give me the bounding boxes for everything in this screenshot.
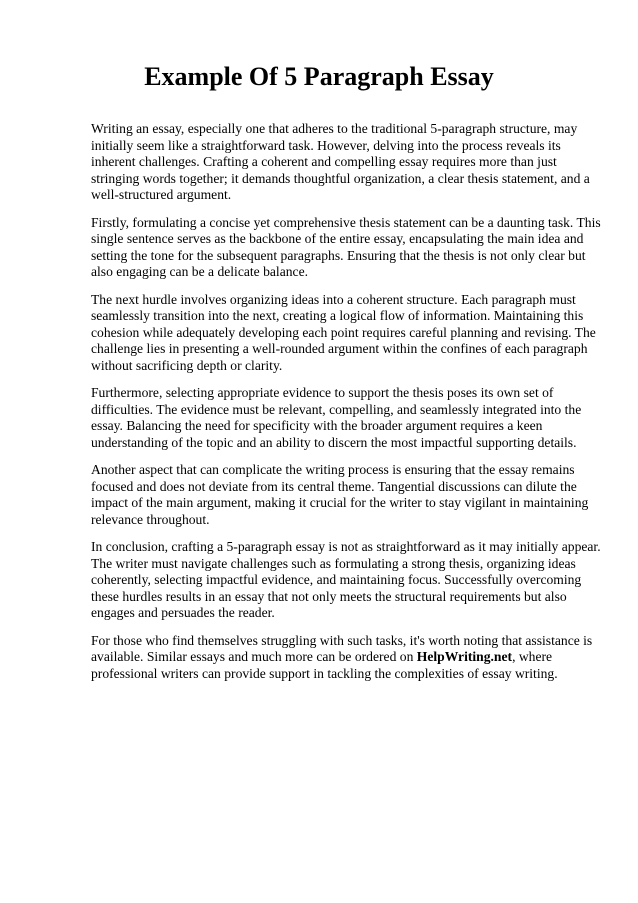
paragraph-focus: Another aspect that can complicate the writing process is ensuring that the essay remains focused and does not deviate from its central theme. Tangential discussions can dilute the impact of the main argument, making it crucial for the writer to stay vigilant in maintaining relevance throughout.: [91, 462, 589, 527]
closing-text-after: , where professional writers can provide support in tackling the complexities of essay writing.: [91, 649, 558, 681]
paragraph-thesis: Firstly, formulating a concise yet comprehensive thesis statement can be a daunting task. This single sentence serves as the backbone of the entire essay, encapsulating the main idea and setting the tone for the subsequent paragraphs. Ensuring that the thesis is not only clear but also engaging can be a delicate balance.: [91, 214, 601, 279]
paragraph-closing: [91, 633, 603, 683]
paragraph-evidence: Furthermore, selecting appropriate evidence to support the thesis poses its own set of difficulties. The evidence must be relevant, compelling, and seamlessly integrated into the essay. Balancing the need for specificity with the broader argument requires a keen understanding of the topic and an ability to discern the most impactful supporting details.: [91, 385, 582, 450]
page-title: Example Of 5 Paragraph Essay: [144, 62, 494, 91]
essay-body: [91, 121, 603, 693]
brand-name: HelpWriting.net: [416, 649, 513, 664]
closing-text-before: For those who find themselves struggling with such tasks, it's worth noting that assistance is available. Similar essays and much more can be ordered on: [91, 632, 593, 664]
paragraph-intro: Writing an essay, especially one that adheres to the traditional 5-paragraph structure, may initially seem like a straightforward task. However, delving into the process reveals its inherent challenges. Crafting a coherent and compelling essay requires more than just stringing words together; it demands thoughtful organization, a clear thesis statement, and a well-structured argument.: [91, 121, 590, 202]
paragraph-organization: The next hurdle involves organizing ideas into a coherent structure. Each paragraph must seamlessly transition into the next, creating a logical flow of information. Maintaining this cohesion while adequately developing each point requires careful planning and revising. The challenge lies in presenting a well-rounded argument within the confines of each paragraph without sacrificing depth or clarity.: [91, 291, 596, 373]
paragraph-conclusion: In conclusion, crafting a 5-paragraph essay is not as straightforward as it may initially appear. The writer must navigate challenges such as formulating a strong thesis, organizing ideas coherently, selecting impactful evidence, and maintaining focus. Successfully overcoming these hurdles results in an essay that not only meets the structural requirements but also engages and persuades the reader.: [91, 539, 601, 620]
